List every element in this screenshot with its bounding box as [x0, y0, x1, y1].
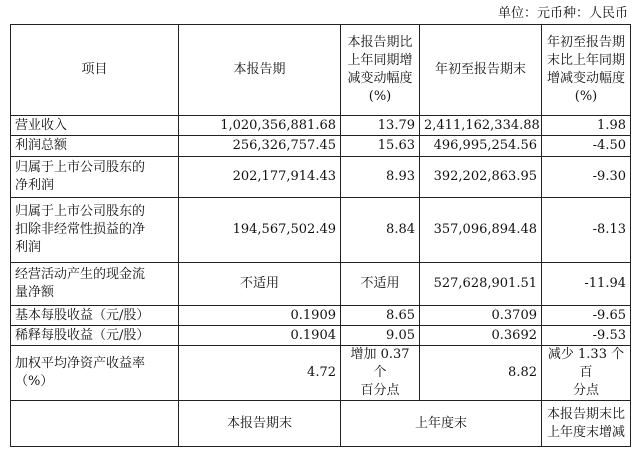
current-value: 不适用 — [179, 263, 341, 306]
row-label: 经营活动产生的现金流 量净额 — [11, 263, 179, 306]
table-row — [11, 116, 631, 136]
ytd-value: 527,628,901.51 — [420, 263, 542, 306]
unit-currency-note: 单位：元币种：人民币 — [497, 6, 628, 21]
current-value: 202,177,914.43 — [179, 157, 341, 198]
current-change: 8.93 — [341, 157, 420, 198]
ytd-change: -11.94 — [542, 263, 631, 306]
current-change: 增加 0.37 个 百分点 — [341, 346, 420, 401]
ytd-change: -9.53 — [542, 326, 631, 346]
row-label: 加权平均净资产收益率 （%） — [11, 346, 179, 401]
ytd-change: 减少 1.33 个百 分点 — [542, 346, 631, 401]
ytd-value: 496,995,254.56 — [420, 136, 542, 157]
header-ytd-change: 年初至报告期 末比上年同期 增减变动幅度 (%) — [542, 25, 631, 116]
table-row — [11, 157, 631, 198]
row-label: 营业收入 — [11, 116, 179, 136]
ytd-value: 0.3692 — [420, 326, 542, 346]
row-label: 归属于上市公司股东的 扣除非经常性损益的净 利润 — [11, 198, 179, 263]
table-row — [11, 198, 631, 263]
row-label: 归属于上市公司股东的 净利润 — [11, 157, 179, 198]
ytd-value: 2,411,162,334.88 — [420, 116, 542, 136]
table-row — [11, 306, 631, 326]
current-change: 不适用 — [341, 263, 420, 306]
current-value: 0.1909 — [179, 306, 341, 326]
current-change: 15.63 — [341, 136, 420, 157]
row-label: 基本每股收益（元/股） — [11, 306, 179, 326]
ytd-value: 392,202,863.95 — [420, 157, 542, 198]
header-current-period: 本报告期 — [179, 25, 341, 116]
table-row — [11, 326, 631, 346]
ytd-change: 1.98 — [542, 116, 631, 136]
header-ytd: 年初至报告期末 — [420, 25, 542, 116]
ytd-change: -4.50 — [542, 136, 631, 157]
header-item: 项目 — [11, 25, 179, 116]
table-row — [11, 346, 631, 401]
financial-data-table — [10, 24, 631, 447]
footer-change: 本报告期末比 上年度末增减 — [542, 401, 631, 447]
current-change: 8.84 — [341, 198, 420, 263]
footer-period-end: 本报告期末 — [179, 401, 341, 447]
table-header-row — [11, 25, 631, 116]
ytd-value: 357,096,894.48 — [420, 198, 542, 263]
ytd-change: -8.13 — [542, 198, 631, 263]
ytd-value: 0.3709 — [420, 306, 542, 326]
current-value: 4.72 — [179, 346, 341, 401]
footer-blank-cell — [11, 401, 179, 447]
current-value: 0.1904 — [179, 326, 341, 346]
current-value: 256,326,757.45 — [179, 136, 341, 157]
header-current-change: 本报告期比 上年同期增 减变动幅度 (%) — [341, 25, 420, 116]
current-change: 13.79 — [341, 116, 420, 136]
current-value: 194,567,502.49 — [179, 198, 341, 263]
table-row — [11, 263, 631, 306]
ytd-change: -9.30 — [542, 157, 631, 198]
ytd-value: 8.82 — [420, 346, 542, 401]
ytd-change: -9.65 — [542, 306, 631, 326]
row-label: 利润总额 — [11, 136, 179, 157]
table-row — [11, 136, 631, 157]
table-footer-header-row — [11, 401, 631, 447]
current-value: 1,020,356,881.68 — [179, 116, 341, 136]
row-label: 稀释每股收益（元/股） — [11, 326, 179, 346]
footer-prior-year-end: 上年度末 — [341, 401, 542, 447]
current-change: 9.05 — [341, 326, 420, 346]
current-change: 8.65 — [341, 306, 420, 326]
